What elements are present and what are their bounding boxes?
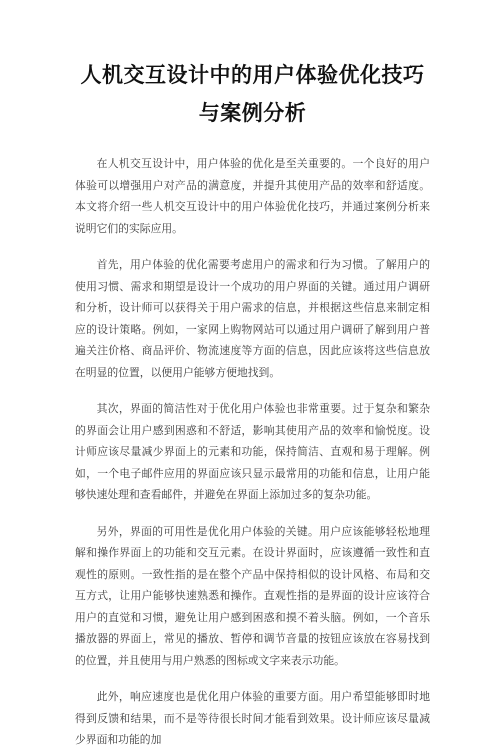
paragraph-response-speed: 此外，响应速度也是优化用户体验的重要方面。用户希望能够即时地得到反馈和结果，而不是等待很长时间才能看到效果。设计师应该尽量减少界面和功能的加 (75, 690, 430, 746)
document-body (75, 153, 430, 751)
paragraph-simplicity: 其次，界面的简洁性对于优化用户体验也非常重要。过于复杂和繁杂的界面会让用户感到困惑和不舒适，影响其使用产品的效率和愉悦度。设计师应该尽量减少界面上的元素和功能，保持简洁、直观和易于理解。例如，一个电子邮件应用的界面应该只显示最常用的功能和信息，让用户能够快速处理和查看邮件，并避免在界面上添加过多的复杂功能。 (75, 402, 430, 501)
paragraph-usability: 另外，界面的可用性是优化用户体验的关键。用户应该能够轻松地理解和操作界面上的功能和交互元素。在设计界面时，应该遵循一致性和直观性的原则。一致性指的是在整个产品中保持相似的设计风格、布局和交互方式，让用户能够快速熟悉和操作。直观性指的是界面的设计应该符合用户的直觉和习惯，避免让用户感到困惑和摸不着头脑。例如，一个音乐播放器的界面上，常见的播放、暂停和调节音量的按钮应该放在容易找到的位置，并且使用与用户熟悉的图标或文字来表示功能。 (75, 524, 430, 667)
paragraph-intro: 在人机交互设计中，用户体验的优化是至关重要的。一个良好的用户体验可以增强用户对产品的满意度，并提升其使用产品的效率和舒适度。本文将介绍一些人机交互设计中的用户体验优化技巧，并通过案例分析来说明它们的实际应用。 (75, 157, 430, 235)
paragraph-user-needs: 首先，用户体验的优化需要考虑用户的需求和行为习惯。了解用户的使用习惯、需求和期望是设计一个成功的用户界面的关键。通过用户调研和分析，设计师可以获得关于用户需求的信息，并根据这些信息来制定相应的设计策略。例如，一家网上购物网站可以通过用户调研了解到用户普遍关注价格、商品评价、物流速度等方面的信息，因此应该将这些信息放在明显的位置，以便用户能够方便地找到。 (75, 258, 430, 379)
document-title: 人机交互设计中的用户体验优化技巧与案例分析 (80, 63, 425, 125)
